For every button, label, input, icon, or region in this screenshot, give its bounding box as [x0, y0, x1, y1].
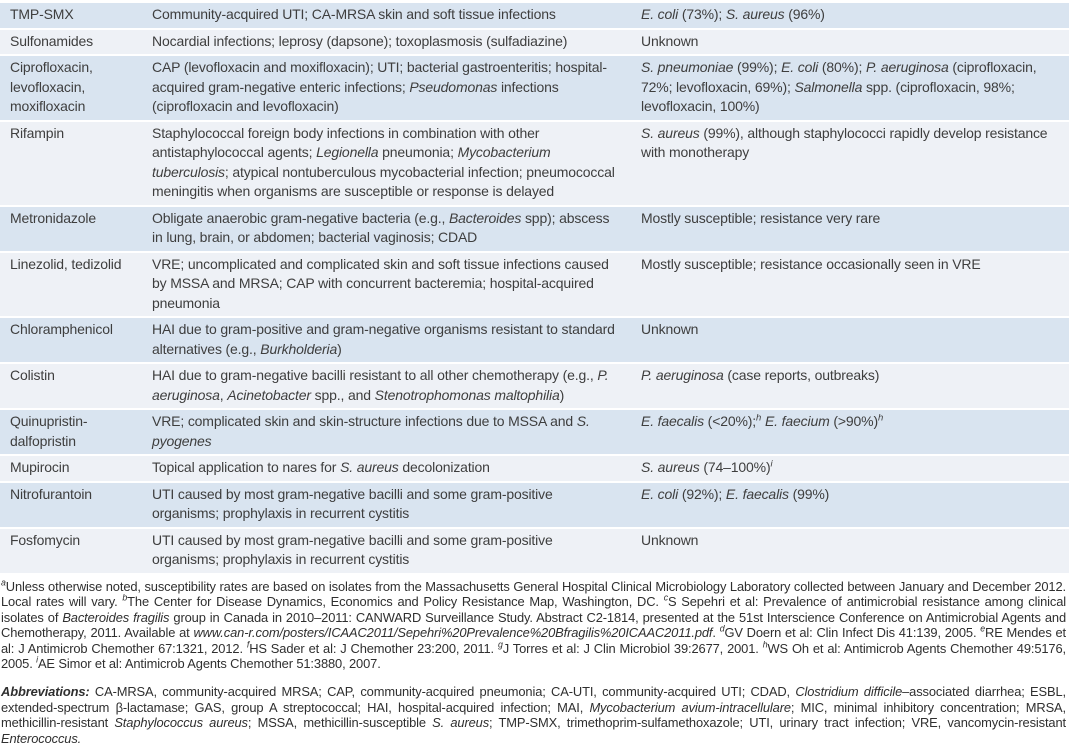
table-row — [0, 456, 1069, 481]
drug-name-cell: Nitrofurantoin — [10, 485, 92, 502]
table-row — [0, 529, 1069, 573]
table-row — [0, 3, 1069, 28]
susceptibility-cell: Unknown — [641, 531, 699, 548]
table-row — [0, 122, 1069, 205]
susceptibility-cell: Mostly susceptible; resistance very rare — [641, 209, 881, 226]
indications-cell: UTI caused by most gram-negative bacilli and some gram-positive organisms; prophylaxis in recurrent cystitis — [152, 485, 553, 521]
table-row — [0, 56, 1069, 120]
indications-cell: Topical application to nares for S. aureus decolonization — [152, 459, 490, 475]
susceptibility-cell: Unknown — [641, 321, 699, 337]
indications-cell: UTI caused by most gram-negative bacilli and some gram-positive organisms; prophylaxis in recurrent cystitis — [152, 531, 553, 567]
indications-cell: VRE; uncomplicated and complicated skin and soft tissue infections caused by MSSA and MRSA; CAP with concurrent bacteremia; hospital-acquired pneumonia — [152, 255, 609, 311]
susceptibility-cell: S. aureus (99%), although staphylococci rapidly develop resistance with monotherapy — [641, 124, 1048, 160]
indications-cell: CAP (levofloxacin and moxifloxacin); UTI; bacterial gastroenteritis; hospital-acquired gram-negative enteric infections; Pseudomonas infections (ciprofloxacin and levofloxacin) — [152, 59, 607, 114]
table-row — [0, 318, 1069, 362]
table-row — [0, 483, 1069, 527]
susceptibility-cell: S. aureus $(74-100\%)^i$ — [641, 458, 773, 475]
indications-cell: Staphylococcal foreign body infections in combination with other antistaphylococcal agents; Legionella pneumonia; Mycobacterium tuberculosis; atypical nontuberculous mycobacterial infection; pneumococcal meningitis when organisms are susceptible or response is delayed — [152, 124, 615, 199]
indications-cell: Nocardial infections; leprosy (dapsone); toxoplasmosis (sulfadiazine) — [152, 32, 568, 49]
drug-name-cell: Metronidazole — [10, 209, 96, 226]
drug-name-cell: Ciprofloxacin, levofloxacin, moxifloxacin — [10, 59, 93, 114]
drug-name-cell: Mupirocin — [10, 459, 70, 475]
indications-cell: HAI due to gram-negative bacilli resistant to all other chemotherapy (e.g., P. aeruginosa, Acinetobacter spp., and Stenotrophomonas maltophilia) — [152, 367, 609, 403]
indications-cell: Obligate anaerobic gram-negative bacteria (e.g., Bacteroides spp); abscess in lung, brain, or abdomen; bacterial vaginosis; CDAD — [152, 209, 610, 245]
drug-name-cell: Rifampin — [10, 124, 65, 141]
susceptibility-cell: S. pneumoniae (99%); E. coli (80%); P. aeruginosa (ciprofloxacin, 72%; levofloxacin, 69%); Salmonella spp. (ciprofloxacin, 98%; levofloxacin, 100%) — [641, 59, 1037, 114]
susceptibility-cell: Unknown — [641, 32, 699, 49]
table-row — [0, 364, 1069, 408]
susceptibility-cell: E. coli (73%); S. aureus (96%) — [641, 6, 825, 22]
drug-name-cell: TMP-SMX — [10, 6, 74, 22]
table-footnotes: $^a$Unless otherwise noted, susceptibility rates are based on isolates from the Massachusetts General Hospital Clinical Microbiology Laboratory collected between January and December 2012. Local rates will vary. $^b$The Center for Disease Dynamics, Economics and Policy Resistance Map, Washington, DC. $^c$S Sepehri et al: Prevalence of antimicrobial resistance among clinical isolates of Bacteroides fragilis group in Canada in 2010–2011: CANWARD Surveillance Study. Abstract C2-1814, presented at the 51st Interscience Conference on Antimicrobial Agents and Chemotherapy, 2011. Available at www.can-r.com/posters/ICAAC2011/Sepehri%20Prevalence%20Bfragilis%20ICAAC2011.pdf. $^d$GV Doern et al: Clin Infect Dis 41:139, 2005. $^e$RE Mendes et al: J Antimicrob Chemother 67:1321, 2012. $^f$HS Sader et al: J Chemother 23:200, 2011. $^g$J Torres et al: J Clin Microbiol 39:2677, 2001. $^h$WS Oh et al: Antimicrob Agents Chemother 49:5176, 2005. $^i$AE Simor et al: Antimicrob Agents Chemother 51:3880, 2007. — [1, 577, 1066, 672]
drug-name-cell: Fosfomycin — [10, 531, 81, 548]
drug-name-cell: Quinupristin-dalfopristin — [10, 413, 88, 449]
table-row — [0, 207, 1069, 251]
abbreviations-note: Abbreviations: CA-MRSA, community-acquired MRSA; CAP, community-acquired pneumonia; CA-UTI, community-acquired UTI; CDAD, Clostridium difficile–associated diarrhea; ESBL, extended-spectrum β-lactamase; GAS, group A streptococcal; HAI, hospital-acquired infection; MAI, Mycobacterium avium-intracellulare; MIC, minimal inhibitory concentration; MRSA, methicillin-resistant Staphylococcus aureus; MSSA, methicillin-susceptible S. aureus; TMP-SMX, trimethoprim-sulfamethoxazole; UTI, urinary tract infection; VRE, vancomycin-resistant Enterococcus. — [1, 684, 1066, 746]
drug-name-cell: Sulfonamides — [10, 32, 94, 49]
drug-name-cell: Colistin — [10, 367, 55, 383]
susceptibility-cell: E. faecalis (<20%);$^h$ E. faecium (>90%)$^h$ — [641, 412, 884, 429]
susceptibility-cell: P. aeruginosa (case reports, outbreaks) — [641, 367, 880, 383]
table-row — [0, 410, 1069, 454]
susceptibility-cell: E. coli (92%); E. faecalis (99%) — [641, 485, 830, 502]
table-row — [0, 253, 1069, 317]
drug-name-cell: Chloramphenicol — [10, 321, 113, 337]
indications-cell: Community-acquired UTI; CA-MRSA skin and soft tissue infections — [152, 6, 556, 22]
drug-name-cell: Linezolid, tedizolid — [10, 255, 122, 272]
indications-cell: VRE; complicated skin and skin-structure infections due to MSSA and S. pyogenes — [152, 413, 590, 449]
susceptibility-cell: Mostly susceptible; resistance occasionally seen in VRE — [641, 255, 981, 272]
table-row — [0, 30, 1069, 55]
indications-cell: HAI due to gram-positive and gram-negative organisms resistant to standard alternatives (e.g., Burkholderia) — [152, 321, 615, 357]
antibiotic-susceptibility-table — [0, 3, 1069, 573]
